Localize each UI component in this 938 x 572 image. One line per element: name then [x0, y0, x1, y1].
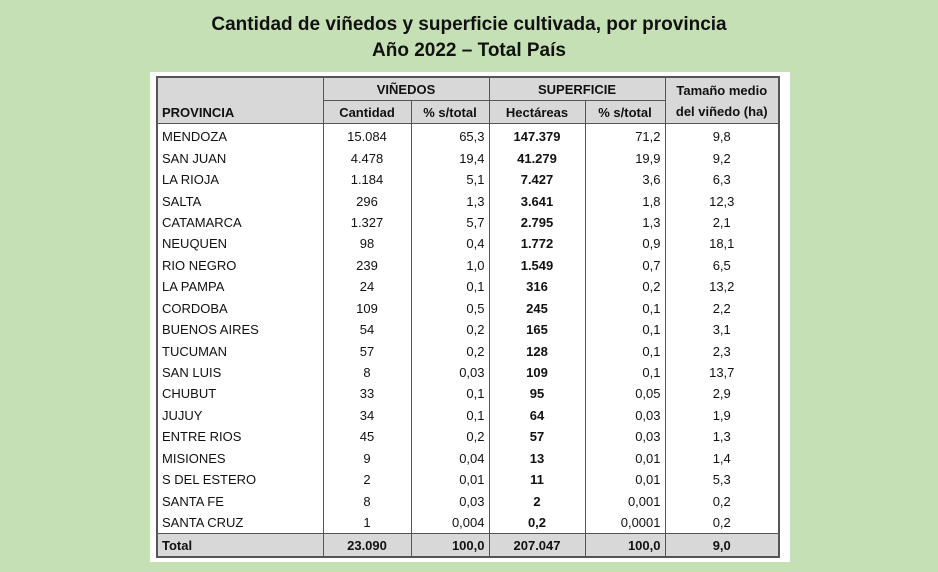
cell-pct-superficie: 0,01	[585, 469, 665, 490]
cell-tamano: 5,3	[665, 469, 779, 490]
page-title: Cantidad de viñedos y superficie cultivada, por provincia	[211, 14, 727, 35]
cell-pct-vinedos: 19,4	[411, 147, 489, 168]
cell-pct-superficie: 3,6	[585, 169, 665, 190]
cell-cantidad: 15.084	[323, 124, 411, 148]
header-tamano-line2: del viñedo (ha)	[675, 103, 768, 119]
vineyard-table	[156, 76, 780, 558]
cell-provincia: SALTA	[157, 190, 323, 211]
cell-provincia: S DEL ESTERO	[157, 469, 323, 490]
cell-pct-vinedos: 0,1	[411, 383, 489, 404]
cell-hectareas: 1.772	[489, 233, 585, 254]
cell-pct-vinedos: 0,03	[411, 490, 489, 511]
header-pct-vinedos: % s/total	[411, 101, 489, 124]
cell-pct-vinedos: 0,1	[411, 405, 489, 426]
cell-provincia: JUJUY	[157, 405, 323, 426]
cell-pct-vinedos: 0,5	[411, 298, 489, 319]
cell-pct-vinedos: 0,03	[411, 362, 489, 383]
cell-provincia: MISIONES	[157, 448, 323, 469]
cell-pct-vinedos: 1,0	[411, 255, 489, 276]
header-provincia: PROVINCIA	[157, 77, 323, 124]
cell-provincia: BUENOS AIRES	[157, 319, 323, 340]
table-row	[157, 512, 779, 534]
cell-pct-vinedos: 0,01	[411, 469, 489, 490]
cell-cantidad: 9	[323, 448, 411, 469]
cell-pct-superficie: 0,03	[585, 405, 665, 426]
cell-cantidad: 54	[323, 319, 411, 340]
table-row	[157, 340, 779, 361]
cell-hectareas: 13	[489, 448, 585, 469]
cell-cantidad: 239	[323, 255, 411, 276]
table-row	[157, 426, 779, 447]
table-card	[150, 72, 790, 562]
table-row	[157, 362, 779, 383]
cell-hectareas: 3.641	[489, 190, 585, 211]
cell-tamano: 0,2	[665, 512, 779, 534]
header-superficie: SUPERFICIE	[489, 77, 665, 101]
cell-pct-superficie: 0,2	[585, 276, 665, 297]
cell-cantidad: 4.478	[323, 147, 411, 168]
cell-cantidad: 98	[323, 233, 411, 254]
header-cantidad: Cantidad	[323, 101, 411, 124]
cell-tamano: 6,5	[665, 255, 779, 276]
cell-hectareas: 128	[489, 340, 585, 361]
cell-pct-superficie: 0,1	[585, 340, 665, 361]
header-tamano-line1: Tamaño medio	[676, 82, 768, 98]
total-cantidad: 23.090	[323, 534, 411, 557]
table-row	[157, 276, 779, 297]
cell-pct-vinedos: 0,04	[411, 448, 489, 469]
cell-provincia: SAN JUAN	[157, 147, 323, 168]
table-row	[157, 383, 779, 404]
cell-pct-superficie: 1,3	[585, 212, 665, 233]
cell-provincia: RIO NEGRO	[157, 255, 323, 276]
cell-cantidad: 109	[323, 298, 411, 319]
page-subtitle: Año 2022 – Total País	[372, 40, 566, 61]
cell-provincia: TUCUMAN	[157, 340, 323, 361]
cell-tamano: 18,1	[665, 233, 779, 254]
total-pct-superficie: 100,0	[585, 534, 665, 557]
cell-cantidad: 1.184	[323, 169, 411, 190]
cell-pct-superficie: 0,7	[585, 255, 665, 276]
cell-pct-vinedos: 5,7	[411, 212, 489, 233]
cell-hectareas: 245	[489, 298, 585, 319]
table-row	[157, 448, 779, 469]
table-row	[157, 169, 779, 190]
cell-provincia: LA RIOJA	[157, 169, 323, 190]
cell-tamano: 2,3	[665, 340, 779, 361]
cell-hectareas: 41.279	[489, 147, 585, 168]
cell-provincia: SAN LUIS	[157, 362, 323, 383]
table-row	[157, 490, 779, 511]
cell-provincia: MENDOZA	[157, 124, 323, 148]
cell-pct-superficie: 0,1	[585, 319, 665, 340]
cell-hectareas: 2	[489, 490, 585, 511]
cell-pct-superficie: 0,001	[585, 490, 665, 511]
cell-pct-vinedos: 0,1	[411, 276, 489, 297]
total-pct-vinedos: 100,0	[411, 534, 489, 557]
cell-tamano: 13,7	[665, 362, 779, 383]
cell-pct-vinedos: 0,4	[411, 233, 489, 254]
cell-cantidad: 1.327	[323, 212, 411, 233]
cell-tamano: 1,4	[665, 448, 779, 469]
cell-provincia: SANTA FE	[157, 490, 323, 511]
cell-hectareas: 2.795	[489, 212, 585, 233]
cell-provincia: CATAMARCA	[157, 212, 323, 233]
cell-provincia: NEUQUEN	[157, 233, 323, 254]
cell-hectareas: 316	[489, 276, 585, 297]
cell-pct-superficie: 71,2	[585, 124, 665, 148]
total-hectareas: 207.047	[489, 534, 585, 557]
cell-pct-vinedos: 5,1	[411, 169, 489, 190]
cell-provincia: CORDOBA	[157, 298, 323, 319]
cell-tamano: 6,3	[665, 169, 779, 190]
cell-provincia: SANTA CRUZ	[157, 512, 323, 534]
cell-hectareas: 95	[489, 383, 585, 404]
total-label: Total	[157, 534, 323, 557]
cell-tamano: 9,2	[665, 147, 779, 168]
cell-tamano: 12,3	[665, 190, 779, 211]
cell-cantidad: 45	[323, 426, 411, 447]
table-row	[157, 255, 779, 276]
cell-hectareas: 147.379	[489, 124, 585, 148]
cell-cantidad: 1	[323, 512, 411, 534]
cell-tamano: 2,2	[665, 298, 779, 319]
table-row	[157, 233, 779, 254]
table-row	[157, 190, 779, 211]
header-hectareas: Hectáreas	[489, 101, 585, 124]
cell-cantidad: 2	[323, 469, 411, 490]
cell-cantidad: 24	[323, 276, 411, 297]
cell-tamano: 2,9	[665, 383, 779, 404]
header-tamano	[665, 77, 779, 124]
cell-pct-superficie: 19,9	[585, 147, 665, 168]
cell-pct-vinedos: 0,004	[411, 512, 489, 534]
cell-tamano: 13,2	[665, 276, 779, 297]
cell-hectareas: 109	[489, 362, 585, 383]
cell-tamano: 1,3	[665, 426, 779, 447]
cell-pct-superficie: 0,1	[585, 362, 665, 383]
table-row	[157, 319, 779, 340]
table-row	[157, 469, 779, 490]
cell-pct-superficie: 0,1	[585, 298, 665, 319]
cell-pct-superficie: 0,03	[585, 426, 665, 447]
cell-pct-superficie: 0,05	[585, 383, 665, 404]
cell-hectareas: 0,2	[489, 512, 585, 534]
cell-cantidad: 33	[323, 383, 411, 404]
cell-hectareas: 1.549	[489, 255, 585, 276]
cell-hectareas: 7.427	[489, 169, 585, 190]
cell-hectareas: 165	[489, 319, 585, 340]
header-vinedos: VIÑEDOS	[323, 77, 489, 101]
cell-pct-vinedos: 0,2	[411, 340, 489, 361]
cell-pct-vinedos: 0,2	[411, 426, 489, 447]
cell-cantidad: 296	[323, 190, 411, 211]
cell-provincia: CHUBUT	[157, 383, 323, 404]
cell-hectareas: 57	[489, 426, 585, 447]
table-row	[157, 147, 779, 168]
cell-hectareas: 64	[489, 405, 585, 426]
header-pct-superficie: % s/total	[585, 101, 665, 124]
cell-hectareas: 11	[489, 469, 585, 490]
table-body	[157, 124, 779, 534]
table-row	[157, 405, 779, 426]
cell-cantidad: 8	[323, 362, 411, 383]
cell-pct-vinedos: 65,3	[411, 124, 489, 148]
cell-tamano: 2,1	[665, 212, 779, 233]
cell-cantidad: 8	[323, 490, 411, 511]
cell-provincia: LA PAMPA	[157, 276, 323, 297]
cell-pct-vinedos: 0,2	[411, 319, 489, 340]
cell-tamano: 0,2	[665, 490, 779, 511]
cell-cantidad: 34	[323, 405, 411, 426]
cell-pct-superficie: 0,9	[585, 233, 665, 254]
cell-tamano: 1,9	[665, 405, 779, 426]
cell-tamano: 9,8	[665, 124, 779, 148]
table-row	[157, 212, 779, 233]
cell-pct-superficie: 1,8	[585, 190, 665, 211]
cell-pct-superficie: 0,0001	[585, 512, 665, 534]
cell-tamano: 3,1	[665, 319, 779, 340]
table-row	[157, 124, 779, 148]
cell-pct-vinedos: 1,3	[411, 190, 489, 211]
cell-cantidad: 57	[323, 340, 411, 361]
table-row	[157, 298, 779, 319]
cell-pct-superficie: 0,01	[585, 448, 665, 469]
cell-provincia: ENTRE RIOS	[157, 426, 323, 447]
total-tamano: 9,0	[665, 534, 779, 557]
total-row	[157, 534, 779, 557]
